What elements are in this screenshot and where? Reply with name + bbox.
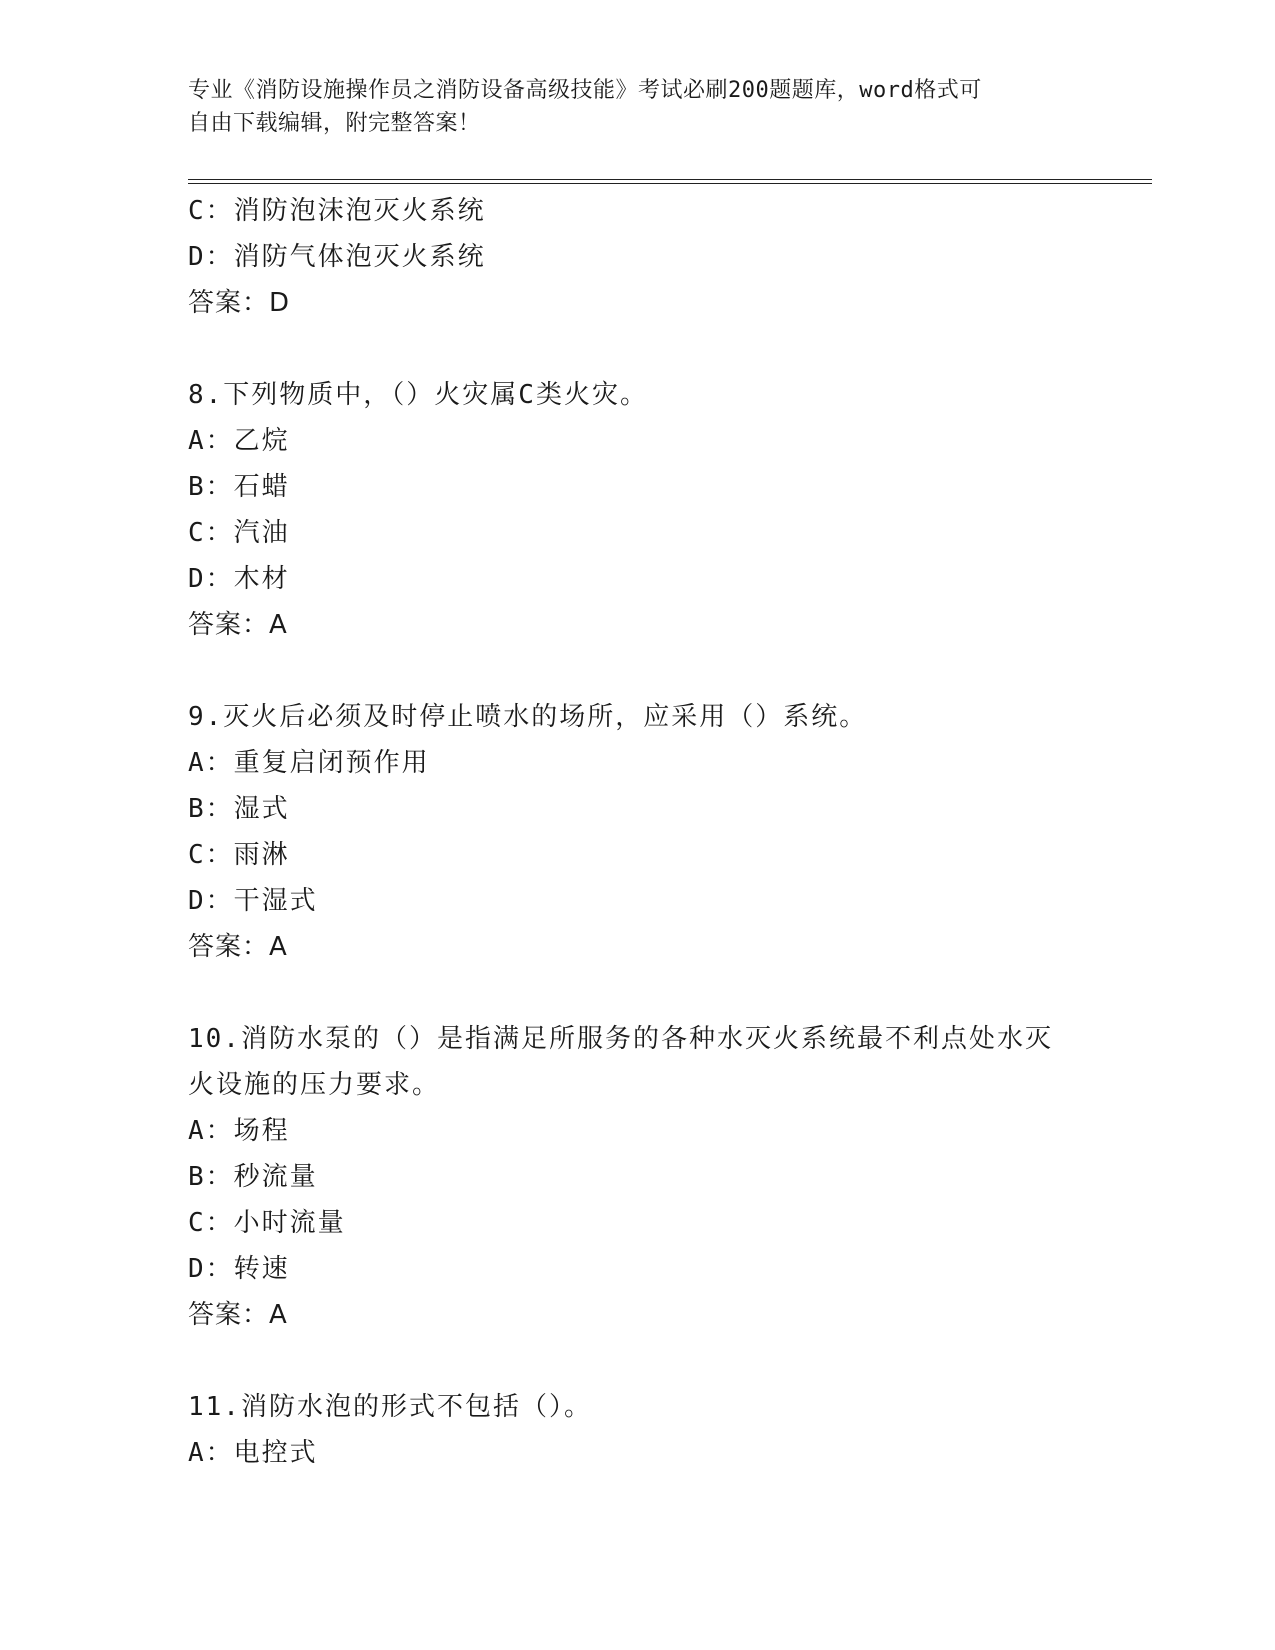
question-7-fragment <box>188 188 1088 326</box>
question-list <box>188 188 1088 1476</box>
option-d: D：转速 <box>188 1254 290 1284</box>
option-a: A：乙烷 <box>188 426 290 456</box>
answer: 答案：A <box>188 932 288 962</box>
option-b: B：湿式 <box>188 794 290 824</box>
header-divider-top <box>188 179 1152 180</box>
answer: 答案：D <box>188 288 291 318</box>
question-stem: 11.消防水泡的形式不包括（）。 <box>188 1392 592 1422</box>
spacer <box>188 326 1088 372</box>
option-c: C：汽油 <box>188 518 290 548</box>
spacer <box>188 970 1088 1016</box>
question-stem: 9.灭火后必须及时停止喷水的场所，应采用（）系统。 <box>188 702 868 732</box>
spacer <box>188 1338 1088 1384</box>
option-a: A：场程 <box>188 1116 290 1146</box>
question-10 <box>188 1016 1088 1338</box>
option-a: A：电控式 <box>188 1438 318 1468</box>
question-stem: 8.下列物质中，（）火灾属C类火灾。 <box>188 380 648 410</box>
question-8 <box>188 372 1088 648</box>
document-header <box>188 74 1088 140</box>
answer: 答案：A <box>188 1300 288 1330</box>
option-d: D：木材 <box>188 564 290 594</box>
option-d: D：干湿式 <box>188 886 318 916</box>
option-a: A：重复启闭预作用 <box>188 748 430 778</box>
question-stem-continued: 火设施的压力要求。 <box>188 1070 441 1100</box>
option-c: C：雨淋 <box>188 840 290 870</box>
option-c: C：小时流量 <box>188 1208 346 1238</box>
question-9 <box>188 694 1088 970</box>
answer: 答案：A <box>188 610 288 640</box>
option-c: C：消防泡沫泡灭火系统 <box>188 196 486 226</box>
option-d: D：消防气体泡灭火系统 <box>188 242 486 272</box>
option-b: B：石蜡 <box>188 472 290 502</box>
spacer <box>188 648 1088 694</box>
question-stem: 10.消防水泵的（）是指满足所服务的各种水灭火系统最不利点处水灭 <box>188 1024 1053 1054</box>
header-line-1: 专业《消防设施操作员之消防设备高级技能》考试必刷200题题库，word格式可 <box>188 78 982 103</box>
option-b: B：秒流量 <box>188 1162 318 1192</box>
question-11 <box>188 1384 1088 1476</box>
header-divider-bottom <box>188 183 1152 184</box>
header-line-2: 自由下载编辑，附完整答案！ <box>188 111 481 136</box>
